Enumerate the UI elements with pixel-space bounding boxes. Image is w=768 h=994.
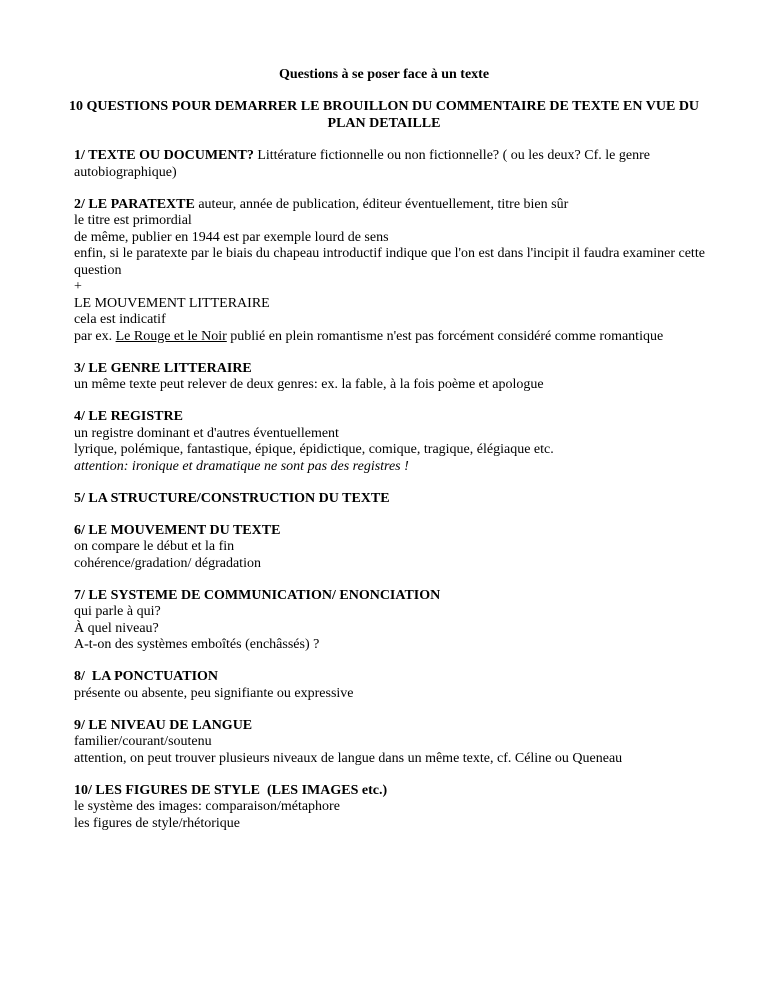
section-2-line-7: [74, 329, 706, 346]
section-2-line: [74, 197, 706, 214]
section-9-line-2: attention, on peut trouver plusieurs niveaux de langue dans un même texte, cf. Céline ou Queneau: [74, 750, 623, 766]
section-8-heading: 8/ LA PONCTUATION: [74, 669, 219, 684]
section-4: [74, 409, 706, 475]
section-10-line-1: le système des images: comparaison/métaphore: [74, 799, 340, 814]
section-2-heading-text: auteur, année de publication, éditeur éventuellement, titre bien sûr: [194, 196, 569, 212]
section-9: [74, 718, 706, 768]
section-3: [74, 361, 706, 394]
section-7-line-3: A-t-on des systèmes emboîtés (enchâssés) ?: [74, 637, 320, 652]
section-5-heading: 5/ LA STRUCTURE/CONSTRUCTION DU TEXTE: [74, 490, 390, 506]
section-2-line-3: enfin, si le paratexte par le biais du chapeau introductif indique que l'on est dans l'incipit il faudra examiner cette question: [74, 246, 705, 278]
section-8-line: [74, 669, 706, 686]
section-10-heading: 10/ LES FIGURES DE STYLE (LES IMAGES etc.): [74, 782, 388, 798]
section-7-line-2: À quel niveau?: [74, 620, 159, 636]
section-1-heading: 1/ TEXTE OU DOCUMENT?: [74, 148, 254, 163]
section-7-line: [74, 588, 706, 605]
section-6-line: [74, 523, 706, 540]
section-3-line: [74, 361, 706, 378]
document-title: Questions à se poser face à un texte: [278, 67, 490, 82]
section-9-heading: 9/ LE NIVEAU DE LANGUE: [74, 717, 253, 733]
section-3-line-1: un même texte peut relever de deux genres: ex. la fable, à la fois poème et apologue: [74, 377, 544, 392]
section-2: [74, 197, 706, 346]
section-4-line: [74, 409, 706, 426]
section-2-line-7-post: publié en plein romantisme n'est pas forcément considéré comme romantique: [226, 328, 664, 344]
section-8-line-1: présente ou absente, peu signifiante ou expressive: [74, 685, 354, 701]
section-3-heading: 3/ LE GENRE LITTERAIRE: [74, 360, 252, 376]
work-title: Le Rouge et le Noir: [115, 328, 227, 344]
section-10-line: [74, 783, 706, 800]
section-1: [74, 148, 706, 181]
section-9-line: [74, 718, 706, 735]
section-2-line-2: de même, publier en 1944 est par exemple lourd de sens: [74, 229, 389, 245]
section-7-line-1: qui parle à qui?: [74, 604, 161, 619]
section-5-line: [74, 491, 706, 508]
section-9-line-1: familier/courant/soutenu: [74, 734, 212, 749]
section-2-line-4: +: [74, 279, 82, 294]
section-4-line-2: lyrique, polémique, fantastique, épique, épidictique, comique, tragique, élégiaque etc.: [74, 442, 554, 457]
section-7: [74, 588, 706, 654]
section-2-line-6: cela est indicatif: [74, 312, 166, 327]
section-4-line-1: un registre dominant et d'autres éventuellement: [74, 425, 339, 441]
section-6-heading: 6/ LE MOUVEMENT DU TEXTE: [74, 522, 281, 538]
section-1-text: Littérature fictionnelle ou non fictionnelle? ( ou les deux? Cf. le genre autobiographique): [74, 148, 650, 180]
section-8: [74, 669, 706, 702]
section-2-line-5: LE MOUVEMENT LITTERAIRE: [74, 295, 270, 311]
section-4-heading: 4/ LE REGISTRE: [74, 409, 183, 424]
section-6-line-1: on compare le début et la fin: [74, 539, 235, 554]
section-10: [74, 783, 706, 833]
section-2-heading: 2/ LE PARATEXTE: [74, 196, 195, 212]
section-5: [74, 491, 706, 508]
document-subtitle: 10 QUESTIONS POUR DEMARRER LE BROUILLON DU COMMENTAIRE DE TEXTE EN VUE DU PLAN DETAILLE: [68, 99, 700, 131]
section-10-line-2: les figures de style/rhétorique: [74, 815, 241, 831]
section-2-line-1: le titre est primordial: [74, 213, 192, 228]
section-4-note: attention: ironique et dramatique ne sont pas des registres !: [74, 458, 409, 474]
section-7-heading: 7/ LE SYSTEME DE COMMUNICATION/ ENONCIATION: [74, 587, 441, 603]
section-6-line-2: cohérence/gradation/ dégradation: [74, 555, 261, 571]
section-1-line: [74, 148, 706, 181]
document-body: [74, 148, 706, 848]
section-2-line-7-pre: par ex.: [74, 328, 116, 344]
section-6: [74, 523, 706, 573]
